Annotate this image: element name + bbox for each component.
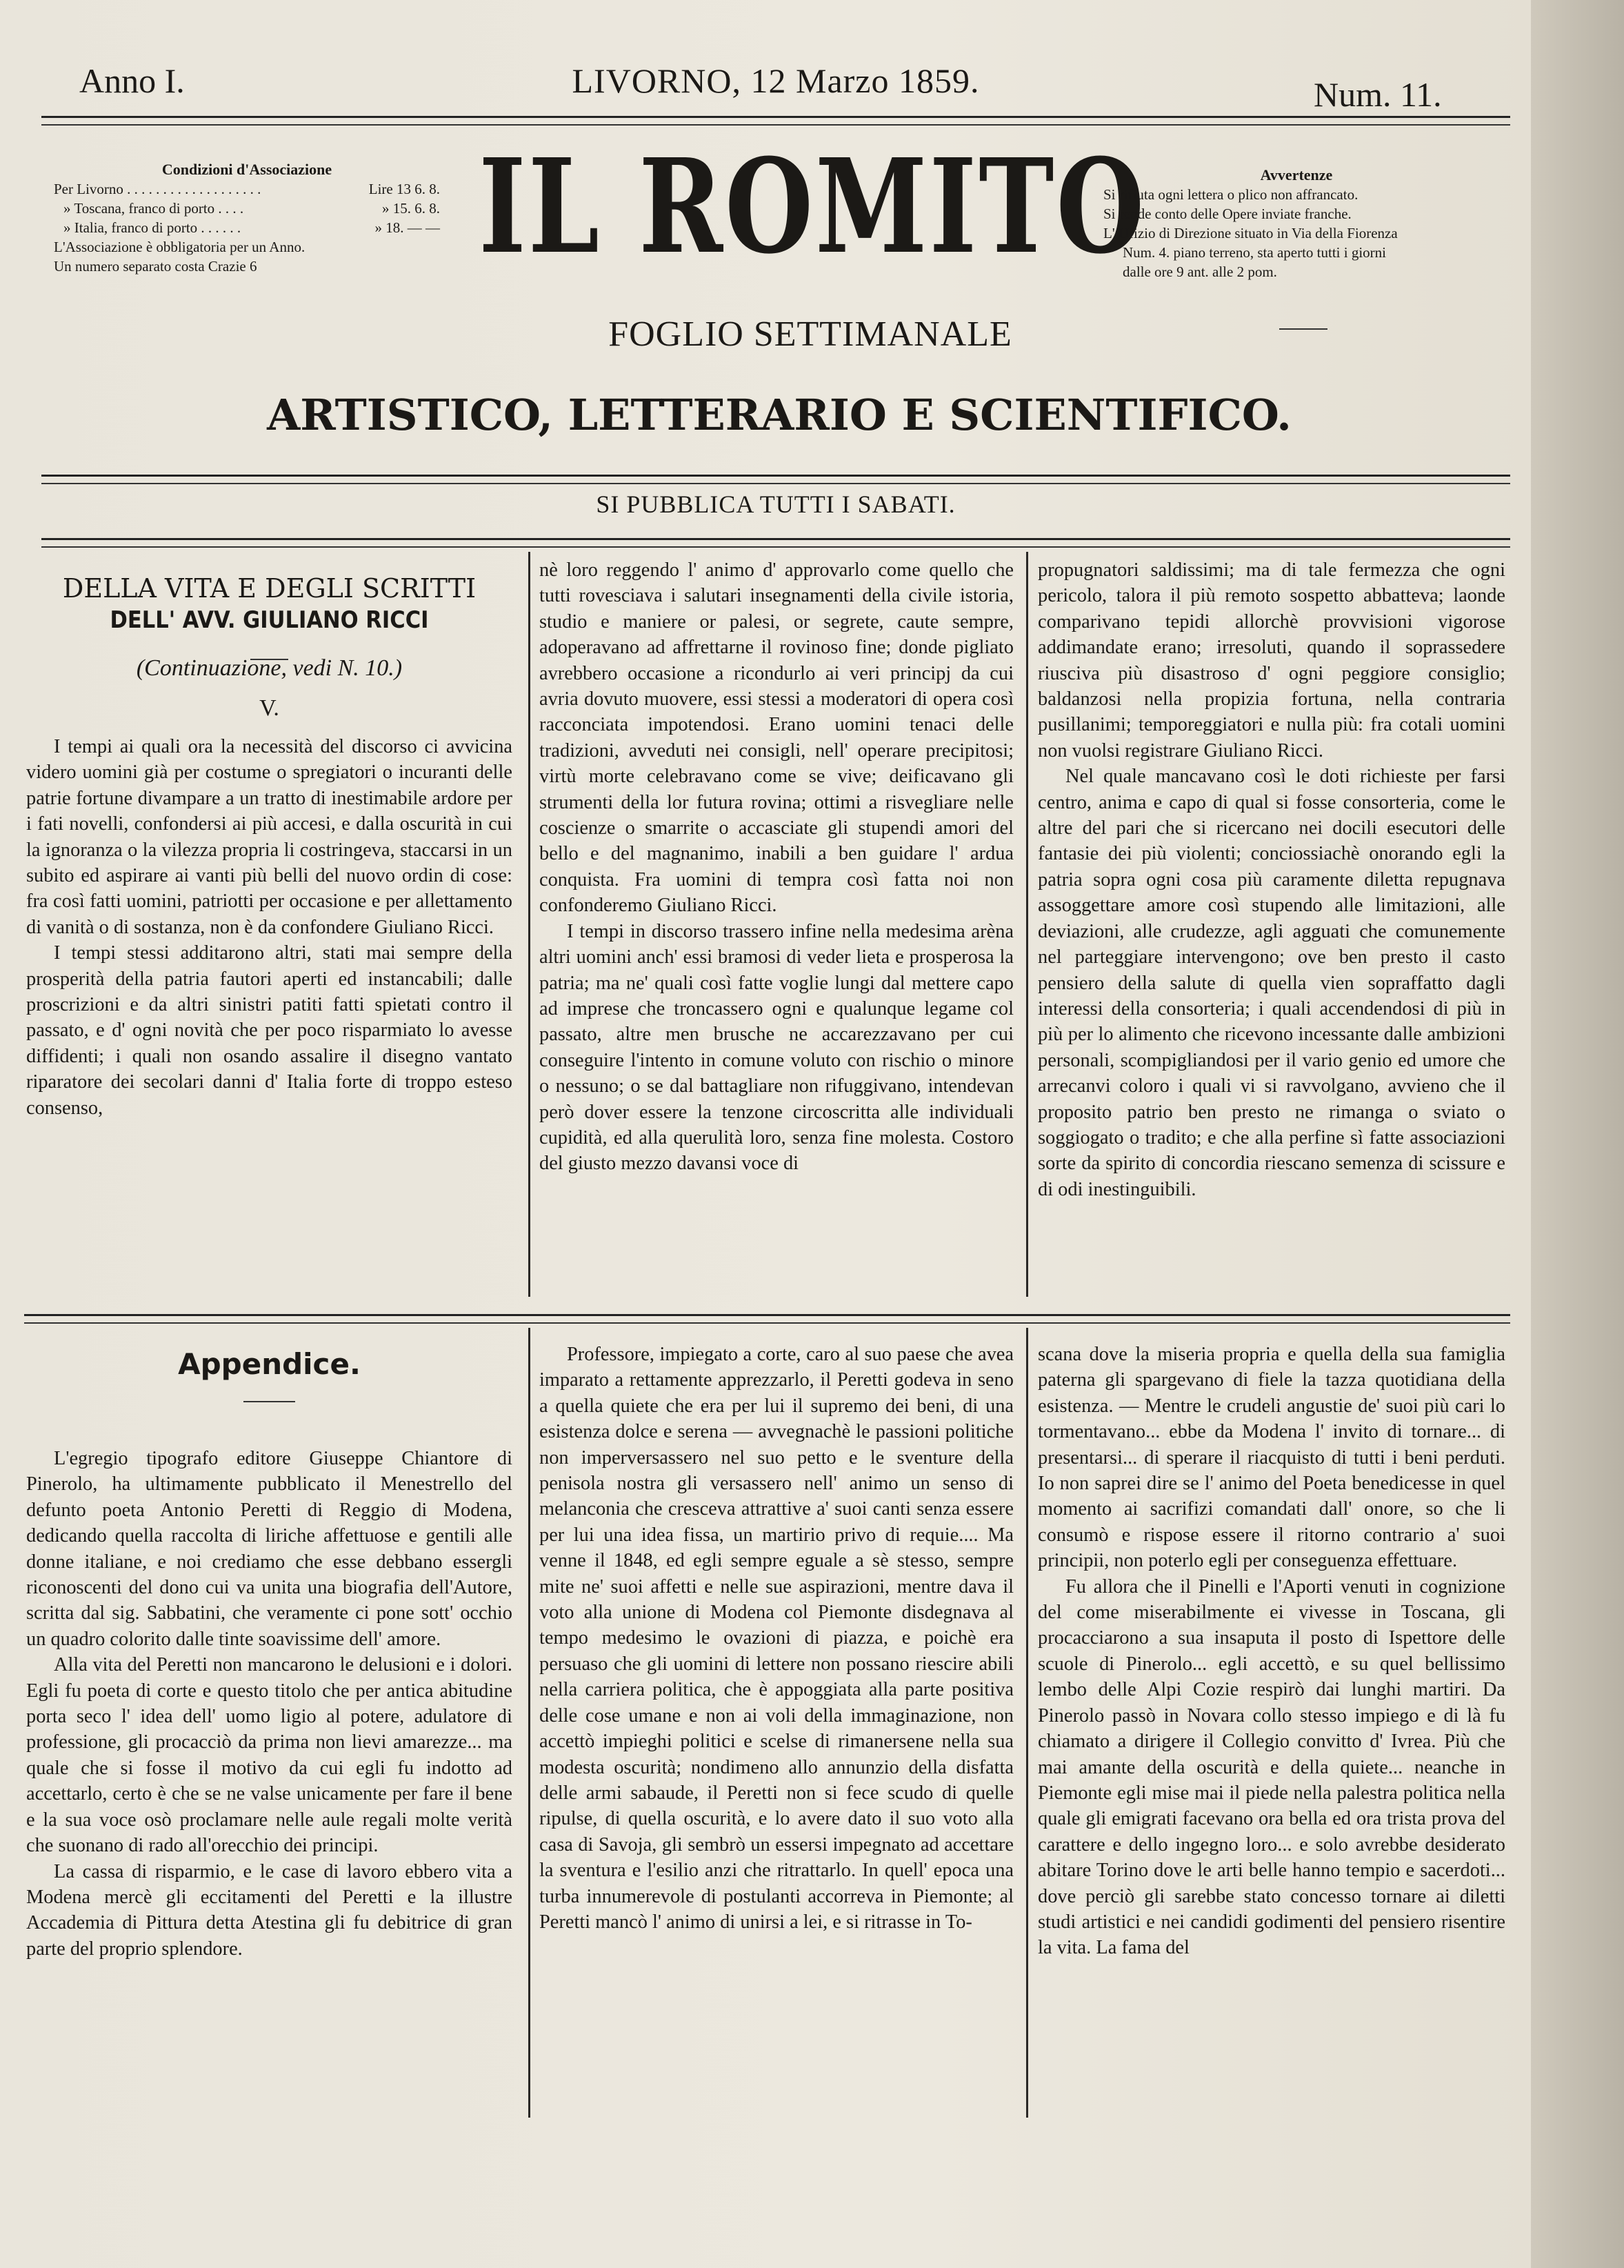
warning-line: Num. 4. piano terreno, sta aperto tutti i giorni — [1123, 244, 1386, 261]
paragraph: Alla vita del Peretti non mancarono le delusioni e i dolori. Egli fu poeta di corte e questo titolo che per antica abitudine porta seco l' idea dell' uomo ligio al potere, adulatore di professione, gli procacciò da prima non lievi amarezze... ma quale che si fosse il motivo da cui egli fu indotto ad accettarlo, certo è che se ne valse unicamente per fare il bene e la sua voce osò proclamare nelle aule regali molte verità che suonano di rado all'orecchio dei principi. — [26, 1654, 512, 1857]
column-divider — [1026, 552, 1028, 1297]
masthead-rule — [41, 475, 1510, 477]
warnings-dash — [1279, 328, 1327, 330]
masthead-subtitle: FOGLIO SETTIMANALE — [608, 315, 1012, 354]
paragraph: nè loro reggendo l' animo d' approvarlo come quello che tutti rovesciava i salutari insegnamenti della civile istoria, studio e maniere or palesi, or segrete, caute sempre, adoperavano ad affrettarne il rovinoso fine; donde pigliato avrebbero occasione a ricondurlo ai veri principj da cui avria dovuto muovere, essi stessi a moderatori di opera così racconciata impotendosi. Erano uomini tenaci delle tradizioni, avveduti nei consigli, nell' operare precipitosi; virtù morte celebravano come se vive; deificavano gli strumenti della lor futura rovina; ottimi a risvegliare nelle coscienze o smarrite o accasciate gli stupendi amori del bello e del magnanimo, inabili a ben guidare l' ardua conquista. Fra uomini di tempra così fatta noi non confonderemo Giuliano Ricci. — [539, 559, 1014, 917]
header-rule — [41, 116, 1510, 118]
schedule-rule-double — [41, 546, 1510, 548]
paragraph: La cassa di risparmio, e le case di lavoro ebbero vita a Modena mercè gli eccitamenti del Peretti e la illustre Accademia di Pittura detta Atestina gli fu debitrice di gran parte del proprio splendore. — [26, 1860, 512, 1960]
page-edge — [1531, 0, 1624, 2268]
issue-year: Anno I. — [79, 61, 185, 100]
paragraph: Fu allora che il Pinelli e l'Aporti venuti in cognizione del come miserabilmente ei vivesse in Toscana, gli procacciarono a sua insaputa il posto di Ispettore delle scuole di Pinerolo... egli accettò, e su quel bellissimo lembo delle Alpi Cozie respirò dai lunghi martiri. Da Pinerolo passò in Novara collo stesso impiego e di là fu chiamato a dirigere il Collegio convitto d' Ivrea. Più che mai amante della oscurità e della quiete... neanche in Piemonte egli mise mai il piede nella palestra politica nella quale gli emigrati facevano ora bella ed ora trista prova del carattere e dello ingegno loro... e solo avrebbe desiderato abitare Torino dove le arti belle hanno tempio e sacerdoti... dove perciò gli sarebbe stato concesso tornare ai diletti studi artistici e nei candidi godimenti del pensiero risentire la vita. La fama del — [1038, 1575, 1505, 1959]
article-subheading: DELL' AVV. GIULIANO RICCI — [110, 606, 429, 634]
column-divider — [1026, 1328, 1028, 2118]
paragraph: propugnatori saldissimi; ma di tale fermezza che ogni pericolo, talora il più remoto sospetto abbatteva; laonde comparivano tepidi allorchè provvisioni vigorose addimandate erano; irresoluti, quando il soprassedere riusciva più disastroso d' ogni peggiore consiglio; baldanzosi nella propizia fortuna, nella contraria pusillanimi; temporeggiatori e nulla più: fra cotali uomini non vuolsi registrare Giuliano Ricci. — [1038, 559, 1505, 762]
paragraph: Nel quale mancavano così le doti richieste per farsi centro, anima e capo di qual si fosse consorteria, come le altre del pari che si ricercano nei docili esecutori delle fantasie dei più violenti; conciossiachè onorando egli la patria sopra ogni cosa più caramente diletta repugnava assoggettare amore così stupendo alle limitazioni, alle deviazioni, alle crudezze, agli agguati che comunemente nel parteggiare intervengono; ove ben presto il casto pensiero della salute di quella vien sopraffatto dagli interessi della consorteria; i quali accendendosi di più in più per lo alimento che ricevono incessante dalle ambizioni personali, scompigliandosi per il vario genio ed umore che arrecanvi coloro i quali vi si ravvolgano, avvieno che il proposito patrio ben presto ne rimanga o sviato o soggiogato o tradito; e che alla perfine sì fatte associazioni sorte da spirito di concordia riescano semenza di scissure e di odi inestinguibili. — [1038, 766, 1505, 1200]
warning-line: L' Ufizio di Direzione situato in Via della Fiorenza — [1103, 225, 1398, 241]
column-divider — [528, 552, 530, 1297]
paragraph: L'egregio tipografo editore Giuseppe Chiantore di Pinerolo, ha ultimamente pubblicato il Menestrello del defunto poeta Antonio Peretti di Reggio di Modena, dedicando quella raccolta di liriche affettuose e gentili alle donne italiane, e noi crediamo che esse debbano essergli riconoscenti del dono cui va unita una biografia dell'Autore, scritta dal sig. Sabbatini, che veramente ci pone sott' occhio un quadro colorito dalle tinte soavissime dell' amore. — [26, 1448, 512, 1650]
appendix-rule — [24, 1314, 1510, 1316]
paragraph: I tempi stessi additarono altri, stati mai sempre della prosperità della patria fautori aperti ed instancabili; dalle proscrizioni e da altri sinistri patiti fatti spietati contro il passato, e d' ogni novità che per poco risparmiato lo avesse diffidenti; i quali non osando assalire il disegno vantato riparatore dei secolari danni d' Italia forte di troppo esteso consenso, — [26, 942, 512, 1119]
schedule-rule — [41, 538, 1510, 540]
article-column-1 — [26, 573, 512, 1121]
continuation-note: (Continuazione, vedi N. 10.) — [136, 655, 403, 681]
appendix-dash — [243, 1401, 295, 1402]
article-column-2 — [539, 557, 1014, 1177]
appendix-title: Appendice. — [178, 1347, 361, 1381]
article-column-3 — [1038, 557, 1505, 1202]
appendix-rule-double — [24, 1322, 1510, 1324]
appendix-column-2 — [539, 1342, 1014, 1935]
condition-row: Per Livorno . . . . . . . . . . . . . . . . . . . Lire 13 6. 8. — [54, 181, 440, 197]
condition-note: L'Associazione è obbligatoria per un Anno. — [54, 239, 305, 255]
conditions-title: Condizioni d'Associazione — [161, 161, 332, 178]
warnings-title: Avvertenze — [1260, 166, 1333, 183]
masthead-tagline: ARTISTICO, LETTERARIO E SCIENTIFICO. — [267, 390, 1292, 440]
paragraph: I tempi in discorso trassero infine nella medesima arèna altri uomini anch' essi bramosi di veder lieta e prosperosa la patria; ma ne' quali così fatte voglie lungi dal mettere capo ad imprese che troncassero ogni e qualunque legame col passato, altre men brusche ne accarezzavano per cui conseguire l'intento in comune voluto con rischio o minore o nessuno; o se dal battagliare non rifuggivano, intendevan però dover essere la tenzone circoscritta alle individuali cupidità, ed alla querulità loro, senza fine molesta. Costoro del giusto mezzo davansi voce di — [539, 920, 1014, 1175]
section-number: V. — [259, 695, 279, 721]
issue-number: Num. 11. — [1314, 75, 1442, 114]
condition-row: » Italia, franco di porto . . . . . . » 18. — — — [63, 219, 440, 236]
condition-note: Un numero separato costa Crazie 6 — [54, 258, 257, 275]
warning-line: dalle ore 9 ant. alle 2 pom. — [1123, 263, 1277, 280]
header-rule-double — [41, 124, 1510, 126]
masthead-title: IL ROMITO — [479, 130, 1147, 283]
warnings-box — [1103, 166, 1490, 281]
paragraph: Professore, impiegato a corte, caro al suo paese che avea imparato a rettamente apprezzarlo, il Peretti godeva in seno a quella quiete che era per lui il supremo dei beni, di una esistenza dolce e serena — avvegnachè le passioni politiche non imperversassero nel suo petto e le sventure della penisola nostra gli versassero nell' animo un senso di melanconia che cresceva attrattive a' suoi canti senza essere per lui una idea fissa, un martirio privo di requie.... Ma venne il 1848, ed egli sempre eguale a sè stesso, sempre mite ne' suoi affetti e nelle sue aspirazioni, mentre dava il voto alla unione di Modena col Piemonte disdegnava al tempo medesimo le ovazioni di piazza, e poichè era persuaso che gli uomini di lettere non possano riescire abili nella carriera politica, che è appoggiata alla parte positiva delle cose umane e non ai voli della immaginazione, non accettò impieghi politici e scelse di rimanersene nella sua modesta oscurità; nondimeno allo annunzio della disfatta delle armi sabaude, il Peretti non si fece scudo di quelle ripulse, di quella oscurità, e lo avere dato il suo voto alla casa di Savoja, gli sembrò un essersi impegnato ad accettare la sventura e l'esilio anzi che ritrattarlo. In quell' epoca una turba innumerevole di postulanti accorreva in Piemonte; al Peretti mancò l' animo di unirsi a lei, e si ritrasse in To- — [539, 1344, 1014, 1933]
dateline: LIVORNO, 12 Marzo 1859. — [572, 61, 980, 100]
paragraph: I tempi ai quali ora la necessità del discorso ci avvicina videro uomini già per costume o spregiatori o incuranti delle patrie fortune divampare a un tratto di inestimabile ardore per i fati novelli, confondersi ai più accesi, e dalla oscurità in cui la ignoranza o la vilezza propria li costringeva, staccarsi in un subito ed aspirare ai vanti più belli del nuovo ordin di cose: fra così fatti uomini, patriotti per occasione e per allettamento di vanità o di sostanza, non è da confondere Giuliano Ricci. — [26, 736, 512, 938]
publication-schedule: SI PUBBLICA TUTTI I SABATI. — [596, 490, 956, 518]
appendix-column-3 — [1038, 1342, 1505, 1961]
subscription-conditions — [54, 160, 440, 276]
masthead-rule-double — [41, 483, 1510, 484]
appendix-column-1 — [26, 1345, 512, 1962]
warning-line: Si rende conto delle Opere inviate franche. — [1103, 206, 1352, 222]
article-heading: DELLA VITA E DEGLI SCRITTI — [62, 573, 477, 604]
condition-row: » Toscana, franco di porto . . . . » 15. 6. 8. — [63, 200, 440, 217]
column-divider — [528, 1328, 530, 2118]
paragraph: scana dove la miseria propria e quella della sua famiglia paterna gli spargevano di fiele la tazza quotidiana della esistenza. — Mentre le crudeli angustie de' suoi più cari lo tormentavano... ebbe da Modena l' invito di tornare... di presentarsi... di sperare il riacquisto di tutti i beni perduti. Io non saprei dire se l' animo del Poeta benedicesse in quel momento ai sacrifizi comandati dall' onore, so che li consumò e rispose essere il ritorno contrario a' suoi principii, non poterlo egli per conseguenza effettuare. — [1038, 1344, 1505, 1572]
warning-line: Si rifiuta ogni lettera o plico non affrancato. — [1103, 186, 1359, 203]
